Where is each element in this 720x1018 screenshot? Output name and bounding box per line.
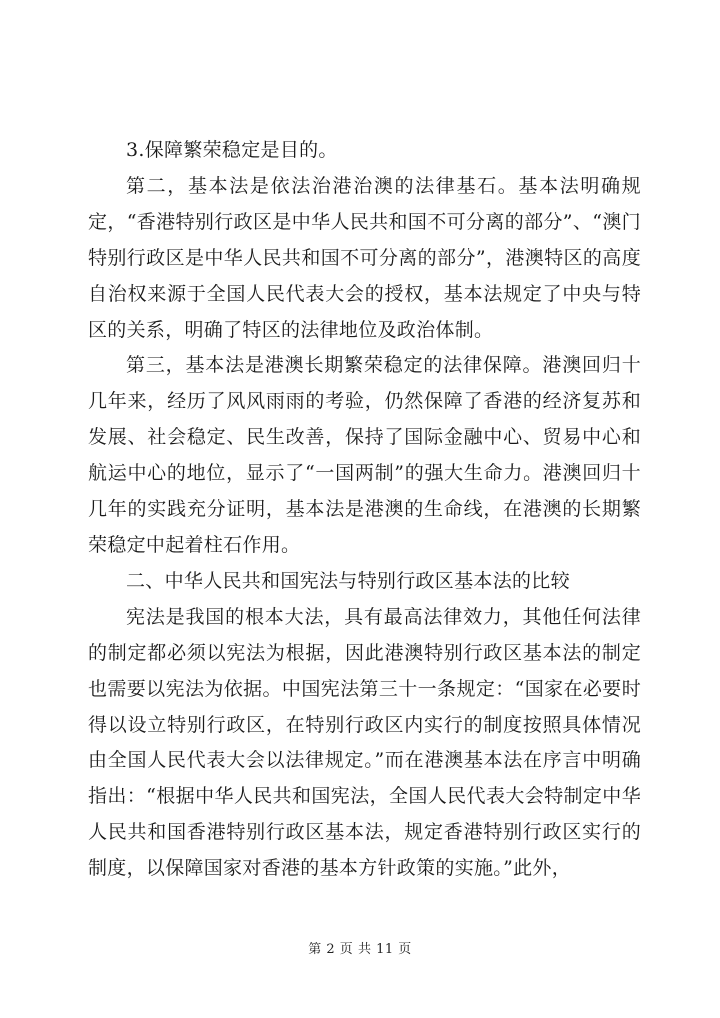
paragraph-second-point: 第二，基本法是依法治港治澳的法律基石。基本法明确规定，“香港特别行政区是中华人民共和国不可分离的部分”、“澳门特别行政区是中华人民共和国不可分离的部分”，港澳特区的高度自治权来源于全国人民代表大会的授权，基本法规定了中央与特区的关系，明确了特区的法律地位及政治体制。 <box>88 174 641 341</box>
paragraph-constitution: 宪法是我国的根本大法，具有最高法律效力，其他任何法律的制定都必须以宪法为根据，因此港澳特别行政区基本法的制定也需要以宪法为依据。中国宪法第三十一条规定：“国家在必要时得以设立特别行政区，在特别行政区内实行的制度按照具体情况由全国人民代表大会以法律规定。”而在港澳基本法在序言中明确指出：“根据中华人民共和国宪法，全国人民代表大会特制定中华人民共和国香港特别行政区基本法，规定香港特别行政区实行的制度，以保障国家对香港的基本方针政策的实施。”此外， <box>88 605 641 880</box>
paragraph-subheading: 3.保障繁荣稳定是目的。 <box>126 139 338 161</box>
page-footer <box>0 938 720 957</box>
document-body <box>88 133 641 887</box>
page-number: 第 2 页 <box>308 942 354 957</box>
paragraph-third-point: 第三，基本法是港澳长期繁荣稳定的法律保障。港澳回归十几年来，经历了风风雨雨的考验，仍然保障了香港的经济复苏和发展、社会稳定、民生改善，保持了国际金融中心、贸易中心和航运中心的地位，显示了“一国两制”的强大生命力。港澳回归十几年的实践充分证明，基本法是港澳的生命线，在港澳的长期繁荣稳定中起着柱石作用。 <box>88 354 641 556</box>
section-heading: 二、中华人民共和国宪法与特别行政区基本法的比较 <box>126 569 570 592</box>
page-total: 共 11 页 <box>357 942 412 957</box>
